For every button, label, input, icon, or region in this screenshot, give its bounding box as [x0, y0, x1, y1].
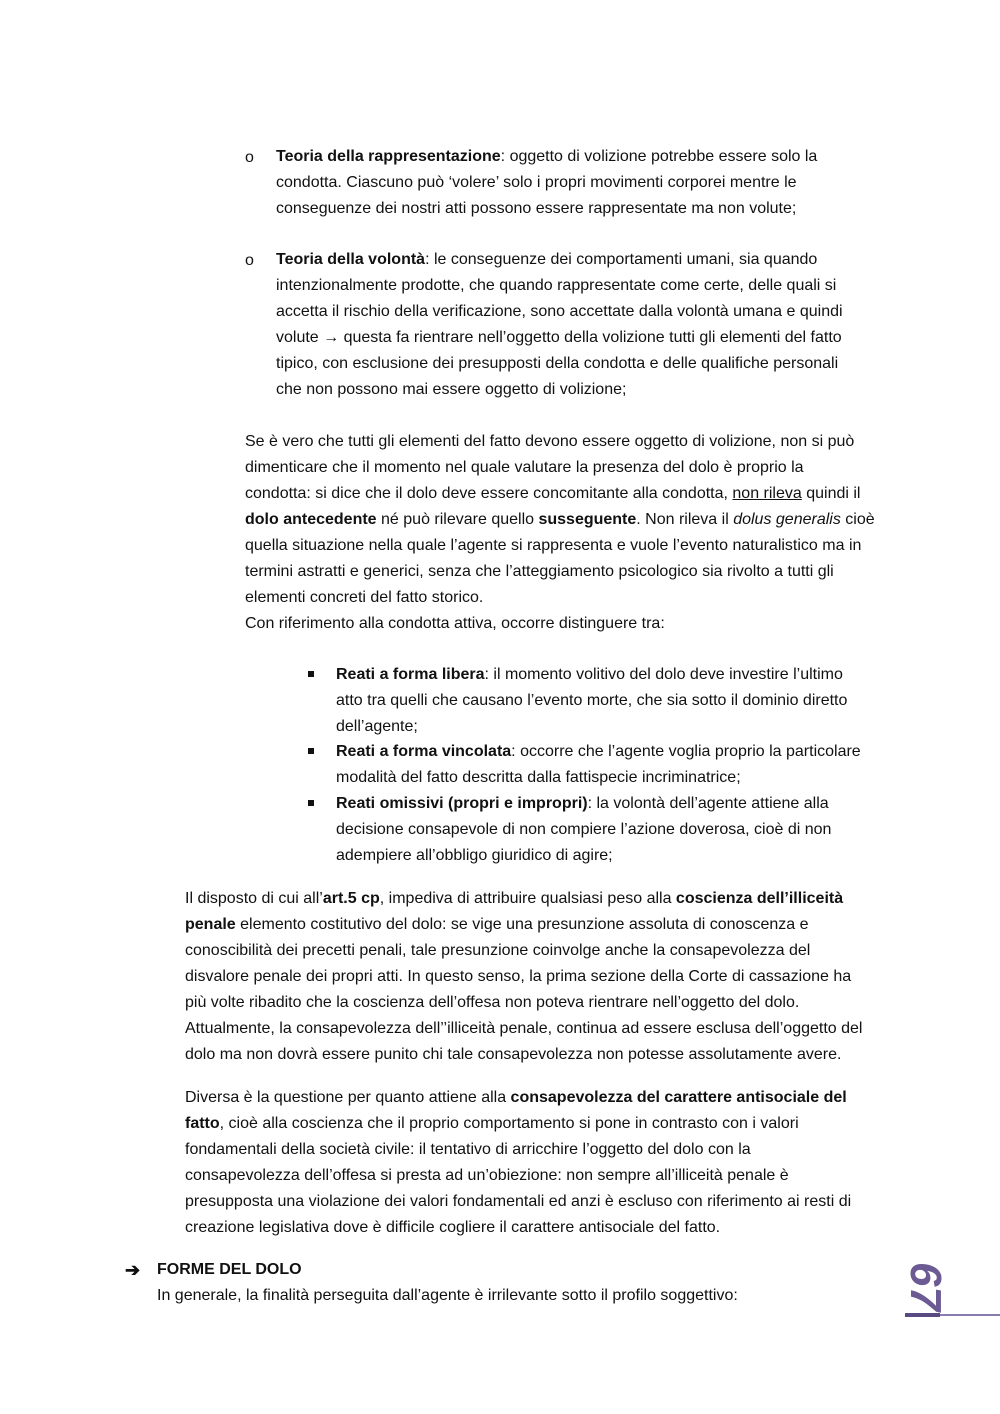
paragraph-line: più volte ribadito che la coscienza dell’offesa non poteva rientrare nell’oggetto del dolo.: [185, 994, 800, 1011]
reati-item-3-line-1: Reati omissivi (propri e impropri): la volontà dell’agente attiene alla: [336, 795, 829, 812]
reati-item-1-line-3: dell’agente;: [336, 718, 418, 735]
paragraph-line: quella situazione nella quale l’agente si rappresenta e vuole l’evento naturalistico ma in: [245, 537, 862, 554]
reati-term: Reati a forma vincolata: [336, 743, 512, 760]
paragraph-line: conoscibilità dei precetti penali, tale presunzione coinvolge anche la consapevolezza del: [185, 942, 811, 959]
paragraph-line: Con riferimento alla condotta attiva, occorre distinguere tra:: [245, 615, 665, 632]
paragraph-line: Attualmente, la consapevolezza dell’’illiceità penale, continua ad essere esclusa dell’oggetto del: [185, 1020, 863, 1037]
reati-term: Reati omissivi (propri e impropri): [336, 795, 588, 812]
page-number-rule-extension: [940, 1314, 1000, 1316]
paragraph-line: fatto, cioè alla coscienza che il proprio comportamento si pone in contrasto con i valori: [185, 1115, 799, 1132]
reati-term: Reati a forma libera: [336, 666, 485, 683]
paragraph-line: condotta: si dice che il dolo deve essere concomitante alla condotta, non rileva quindi il: [245, 485, 861, 502]
theory-item-2-line-2: intenzionalmente prodotte, che quando rappresentate come certe, delle quali si: [276, 277, 837, 294]
underlined-text: non rileva: [732, 485, 802, 502]
arrow-right-icon: ➔: [125, 1260, 141, 1280]
page-number: 67: [901, 1262, 950, 1311]
circle-bullet-icon: o: [245, 149, 254, 166]
theory-term: Teoria della volontà: [276, 251, 426, 268]
square-bullet-icon: [308, 800, 314, 806]
reati-item-1-line-2: atto tra quelli che causano l’evento morte, che sia sotto il dominio diretto: [336, 692, 848, 709]
paragraph-line: presupposta una violazione dei valori fondamentali ed anzi è escluso con riferimento ai resti di: [185, 1193, 852, 1210]
section-intro-text: In generale, la finalità perseguita dall’agente è irrilevante sotto il profilo soggettivo:: [157, 1287, 738, 1304]
section-heading: FORME DEL DOLO: [157, 1261, 302, 1278]
theory-item-2-line-1: Teoria della volontà: le conseguenze dei comportamenti umani, sia quando: [276, 251, 818, 268]
theory-item-1-line-3: conseguenze dei nostri atti possono essere rappresentate ma non volute;: [276, 200, 797, 217]
theory-item-1-line-2: condotta. Ciascuno può ‘volere’ solo i propri movimenti corporei mentre le: [276, 174, 797, 191]
theory-item-1-line-1: Teoria della rappresentazione: oggetto di volizione potrebbe essere solo la: [276, 148, 818, 165]
paragraph-line: elementi concreti del fatto storico.: [245, 589, 484, 606]
reati-item-1-line-1: Reati a forma libera: il momento volitivo del dolo deve investire l’ultimo: [336, 666, 843, 683]
paragraph-line: Il disposto di cui all’art.5 cp, impediva di attribuire qualsiasi peso alla coscienza dell’illiceità: [185, 890, 844, 907]
theory-item-2-line-3: accetta il rischio della verificazione, sono accettate dalla volontà umana e quindi: [276, 303, 843, 320]
paragraph-line: penale elemento costitutivo del dolo: se vige una presunzione assoluta di conoscenza e: [185, 916, 809, 933]
paragraph-line: dolo ma non dovrà essere punito chi tale consapevolezza non potesse assolutamente avere.: [185, 1046, 842, 1063]
theory-item-2-line-4: volute → questa fa rientrare nell’oggetto della volizione tutti gli elementi del fatto: [276, 329, 842, 346]
paragraph-line: Se è vero che tutti gli elementi del fatto devono essere oggetto di volizione, non si può: [245, 433, 855, 450]
square-bullet-icon: [308, 748, 314, 754]
paragraph-line: disvalore penale dei propri atti. In questo senso, la prima sezione della Corte di cassazione ha: [185, 968, 852, 985]
paragraph-line: Diversa è la questione per quanto attiene alla consapevolezza del carattere antisociale del: [185, 1089, 847, 1106]
reati-item-2-line-2: modalità del fatto descritta dalla fattispecie incriminatrice;: [336, 769, 741, 786]
theory-item-2-line-6: che non possono mai essere oggetto di volizione;: [276, 381, 627, 398]
paragraph-line: termini astratti e generici, senza che l’atteggiamento psicologico sia rivolto a tutti gli: [245, 563, 834, 580]
reati-item-2-line-1: Reati a forma vincolata: occorre che l’agente voglia proprio la particolare: [336, 743, 861, 760]
paragraph-line: consapevolezza dell’offesa si presta ad un’obiezione: non sempre all’illiceità penale è: [185, 1167, 789, 1184]
paragraph-line: creazione legislativa dove è difficile cogliere il carattere antisociale del fatto.: [185, 1219, 721, 1236]
paragraph-line: fondamentali della società civile: il tentativo di arricchire l’oggetto del dolo con la: [185, 1141, 751, 1158]
page-number-rule: [905, 1313, 940, 1317]
theory-item-2-line-5: tipico, con esclusione dei presupposti della condotta e delle qualifiche personali: [276, 355, 839, 372]
theory-term: Teoria della rappresentazione: [276, 148, 501, 165]
reati-item-3-line-3: adempiere all’obbligo giuridico di agire;: [336, 847, 613, 864]
square-bullet-icon: [308, 671, 314, 677]
paragraph-line: dolo antecedente né può rilevare quello susseguente. Non rileva il dolus generalis cioè: [245, 511, 875, 528]
paragraph-line: dimenticare che il momento nel quale valutare la presenza del dolo è proprio la: [245, 459, 804, 476]
reati-item-3-line-2: decisione consapevole di non compiere l’azione doverosa, cioè di non: [336, 821, 832, 838]
circle-bullet-icon: o: [245, 252, 254, 269]
